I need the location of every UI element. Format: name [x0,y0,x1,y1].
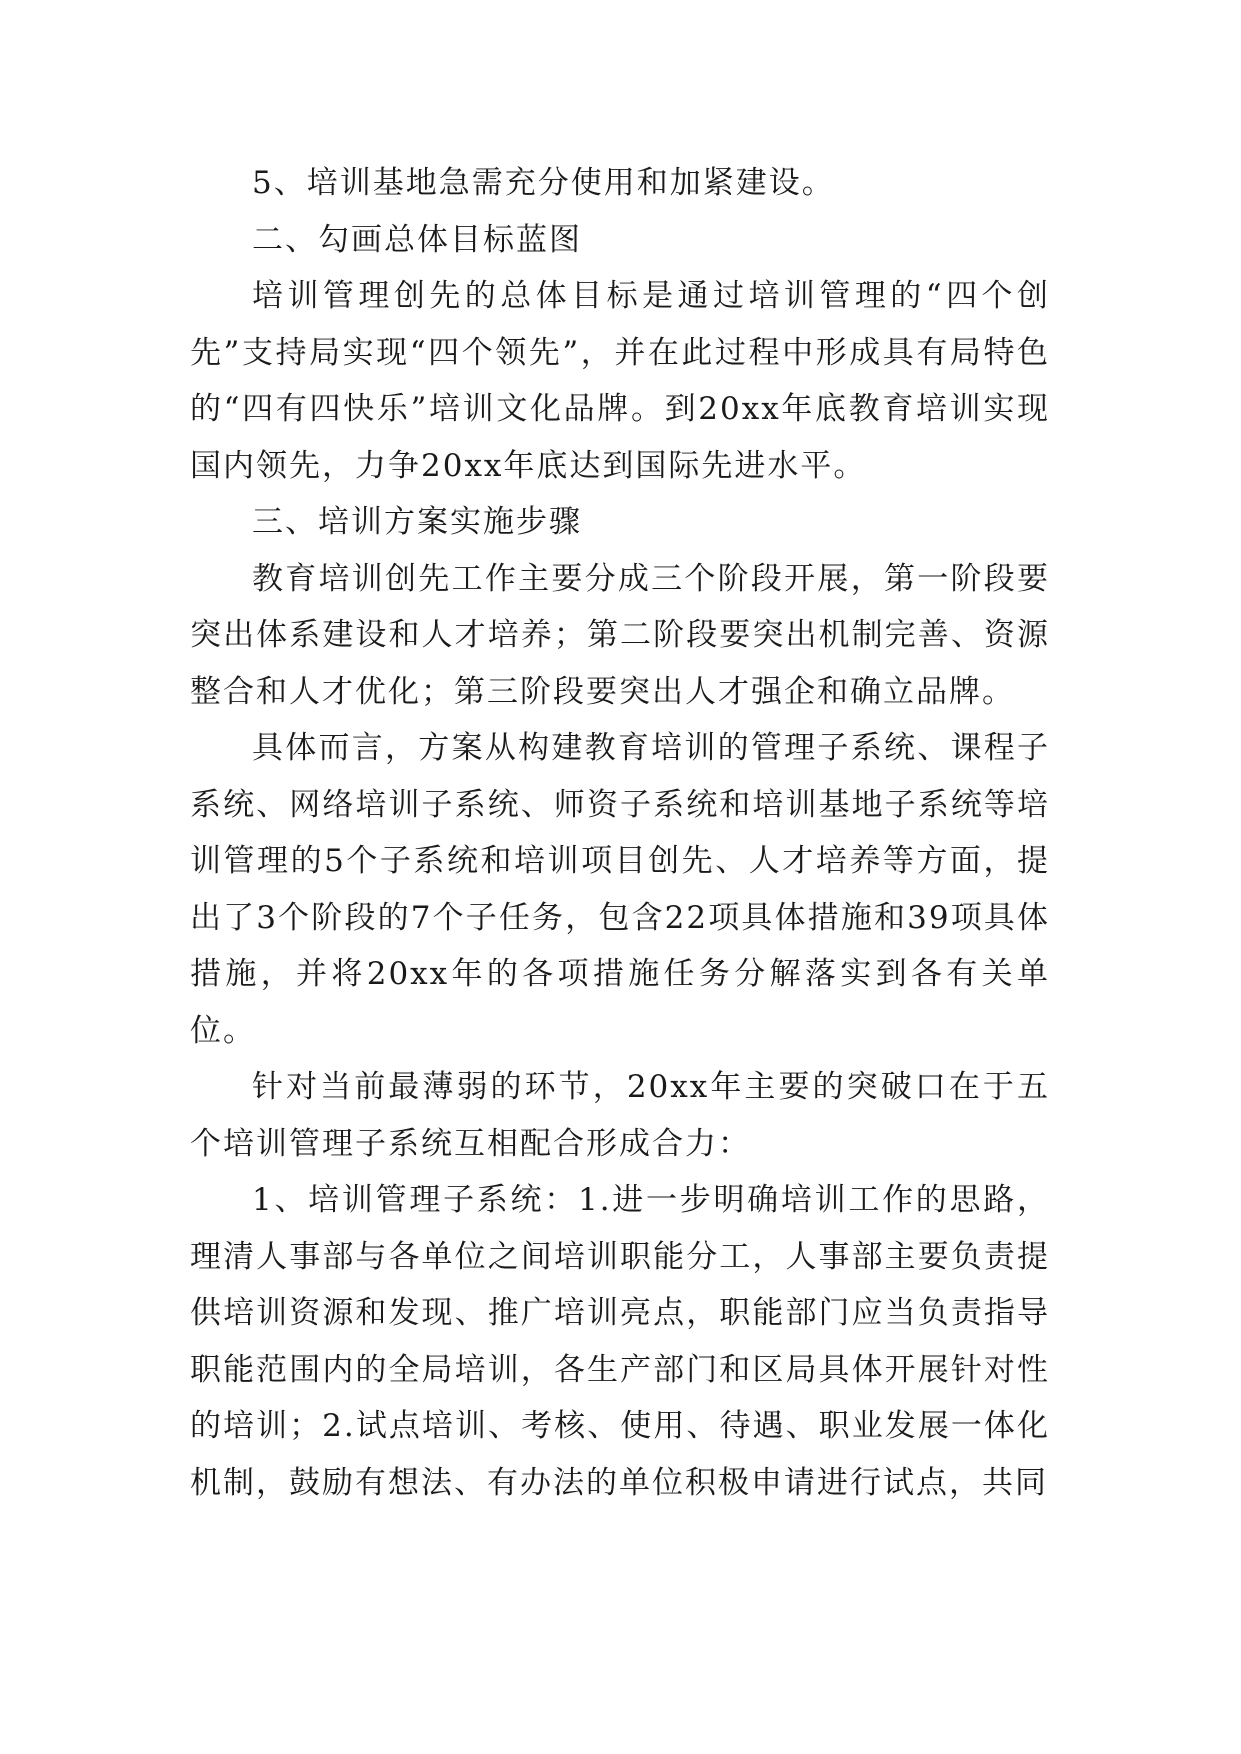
paragraph-overall-goal: 培训管理创先的总体目标是通过培训管理的“四个创先”支持局实现“四个领先”，并在此过程中形成具有局特色的“四有四快乐”培训文化品牌。到20xx年底教育培训实现国内领先，力争20xx年底达到国际先进水平。 [190,278,1050,484]
paragraph-infrastructure-item: 5、培训基地急需充分使用和加紧建设。 [252,165,835,201]
heading-implementation-steps: 三、培训方案实施步骤 [252,504,582,540]
paragraph-breakthrough: 针对当前最薄弱的环节，20xx年主要的突破口在于五个培训管理子系统互相配合形成合力： [190,1069,1050,1162]
heading-overall-goal: 二、勾画总体目标蓝图 [252,221,582,258]
document-body [190,155,1050,1511]
paragraph-three-stages: 教育培训创先工作主要分成三个阶段开展，第一阶段要突出体系建设和人才培养；第二阶段要突出机制完善、资源整合和人才优化；第三阶段要突出人才强企和确立品牌。 [190,560,1050,710]
paragraph-management-subsystem: 1、培训管理子系统：1.进一步明确培训工作的思路，理清人事部与各单位之间培训职能分工，人事部主要负责提供培训资源和发现、推广培训亮点，职能部门应当负责指导职能范围内的全局培训，各生产部门和区局具体开展针对性的培训；2.试点培训、考核、使用、待遇、职业发展一体化机制，鼓励有想法、有办法的单位积极申请进行试点，共同 [190,1182,1050,1501]
paragraph-specific-plan: 具体而言，方案从构建教育培训的管理子系统、课程子系统、网络培训子系统、师资子系统和培训基地子系统等培训管理的5个子系统和培训项目创先、人才培养等方面，提出了3个阶段的7个子任务，包含22项具体措施和39项具体措施，并将20xx年的各项措施任务分解落实到各有关单位。 [190,730,1050,1049]
